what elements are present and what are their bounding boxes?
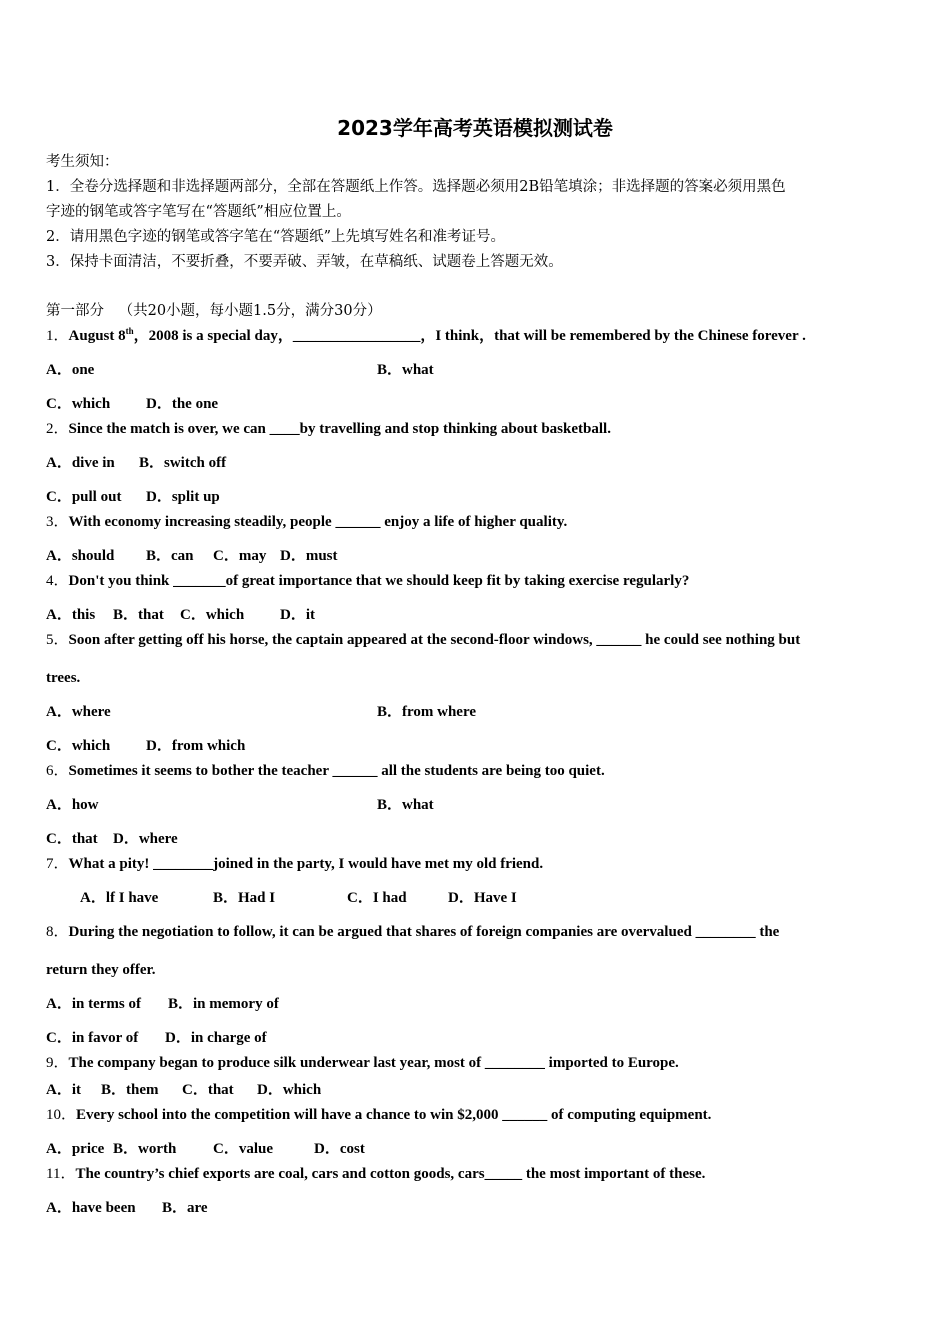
q2-option-c[interactable]: C．pull out bbox=[46, 489, 122, 505]
q10-option-b[interactable]: B．worth bbox=[113, 1141, 177, 1157]
q7-option-b[interactable]: B．Had I bbox=[213, 890, 276, 906]
question-text: Don't you think _______of great importance that we should keep fit by taking exercise regularly? bbox=[68, 573, 690, 589]
q8-option-d[interactable]: D．in charge of bbox=[165, 1030, 267, 1046]
question-text-cont: ，2008 is a special day，_________________，I think，that will be remembered by the Chinese forever . bbox=[133, 328, 806, 344]
question-text: Every school into the competition will have a chance to win $2,000 ______ of computing equipment. bbox=[76, 1107, 712, 1123]
q6-option-b[interactable]: B．what bbox=[377, 797, 434, 813]
question-9-stem bbox=[46, 1053, 679, 1073]
section-label: 第一部分 bbox=[46, 303, 104, 319]
question-text: What a pity! ________joined in the party, I would have met my old friend. bbox=[68, 856, 544, 872]
notice-item-2: 2．请用黑色字迹的钢笔或答字笔在“答题纸”上先填写姓名和准考证号。 bbox=[46, 229, 506, 245]
ordinal-suffix: th bbox=[125, 326, 134, 336]
q4-option-c[interactable]: C．which bbox=[180, 607, 245, 623]
q10-option-d[interactable]: D．cost bbox=[314, 1141, 365, 1157]
q8-option-a[interactable]: A．in terms of bbox=[46, 996, 141, 1012]
question-text: During the negotiation to follow, it can be argued that shares of foreign companies are overvalued ________ the bbox=[68, 924, 780, 940]
q11-option-a[interactable]: A．have been bbox=[46, 1200, 136, 1216]
question-4-stem bbox=[46, 571, 689, 591]
question-text: Sometimes it seems to bother the teacher ______ all the students are being too quiet. bbox=[68, 763, 605, 779]
q5-option-d[interactable]: D．from which bbox=[146, 738, 246, 754]
question-5-stem bbox=[46, 630, 800, 650]
question-8-stem-cont: return they offer. bbox=[46, 962, 156, 978]
question-number: 1． bbox=[46, 328, 69, 344]
q11-option-b[interactable]: B．are bbox=[162, 1200, 208, 1216]
q2-option-b[interactable]: B．switch off bbox=[139, 455, 227, 471]
question-2-stem bbox=[46, 419, 611, 439]
q3-option-c[interactable]: C．may bbox=[213, 548, 267, 564]
q5-option-c[interactable]: C．which bbox=[46, 738, 111, 754]
q7-option-d[interactable]: D．Have I bbox=[448, 890, 517, 906]
q6-option-d[interactable]: D．where bbox=[113, 831, 178, 847]
question-1-stem bbox=[46, 326, 806, 346]
q4-option-a[interactable]: A．this bbox=[46, 607, 96, 623]
page-title: 2023学年高考英语模拟测试卷 bbox=[337, 116, 613, 140]
q6-option-c[interactable]: C．that bbox=[46, 831, 98, 847]
q2-option-d[interactable]: D．split up bbox=[146, 489, 220, 505]
section-info: （共20小题，每小题1.5分，满分30分） bbox=[118, 303, 382, 319]
question-text: August 8 bbox=[68, 328, 126, 344]
question-8-stem bbox=[46, 922, 779, 942]
q6-option-a[interactable]: A．how bbox=[46, 797, 99, 813]
notice-item-1a: 1．全卷分选择题和非选择题两部分，全部在答题纸上作答。选择题必须用2B铅笔填涂；非选择题的答案必须用黑色 bbox=[46, 179, 786, 195]
q8-option-b[interactable]: B．in memory of bbox=[168, 996, 279, 1012]
question-7-stem bbox=[46, 854, 543, 874]
question-number: 6． bbox=[46, 763, 69, 779]
question-number: 10． bbox=[46, 1107, 77, 1123]
q9-option-a[interactable]: A．it bbox=[46, 1082, 81, 1098]
question-number: 4． bbox=[46, 573, 69, 589]
question-3-stem bbox=[46, 512, 567, 532]
q1-option-c[interactable]: C．which bbox=[46, 396, 111, 412]
q9-option-c[interactable]: C．that bbox=[182, 1082, 234, 1098]
question-number: 8． bbox=[46, 924, 69, 940]
q4-option-b[interactable]: B．that bbox=[113, 607, 164, 623]
q1-option-d[interactable]: D．the one bbox=[146, 396, 219, 412]
q10-option-c[interactable]: C．value bbox=[213, 1141, 274, 1157]
q4-option-d[interactable]: D．it bbox=[280, 607, 315, 623]
q9-option-b[interactable]: B．them bbox=[101, 1082, 159, 1098]
q3-option-b[interactable]: B．can bbox=[146, 548, 194, 564]
q5-option-a[interactable]: A．where bbox=[46, 704, 111, 720]
question-6-stem bbox=[46, 761, 605, 781]
question-text: With economy increasing steadily, people ______ enjoy a life of higher quality. bbox=[68, 514, 568, 530]
question-text: The country’s chief exports are coal, cars and cotton goods, cars_____ the most important of these. bbox=[75, 1166, 706, 1182]
q2-option-a[interactable]: A．dive in bbox=[46, 455, 115, 471]
question-number: 2． bbox=[46, 421, 69, 437]
q1-option-a[interactable]: A．one bbox=[46, 362, 95, 378]
question-number: 9． bbox=[46, 1055, 69, 1071]
section-header bbox=[46, 301, 382, 321]
question-11-stem bbox=[46, 1164, 705, 1184]
notice-heading: 考生须知： bbox=[46, 154, 119, 170]
question-number: 11． bbox=[46, 1166, 76, 1182]
question-10-stem bbox=[46, 1105, 711, 1125]
question-5-stem-cont: trees. bbox=[46, 670, 81, 686]
q1-option-b[interactable]: B．what bbox=[377, 362, 434, 378]
question-number: 3． bbox=[46, 514, 69, 530]
q5-option-b[interactable]: B．from where bbox=[377, 704, 477, 720]
question-number: 5． bbox=[46, 632, 69, 648]
question-text: Soon after getting off his horse, the captain appeared at the second-floor windows, ______ he could see nothing but bbox=[68, 632, 801, 648]
q8-option-c[interactable]: C．in favor of bbox=[46, 1030, 139, 1046]
question-number: 7． bbox=[46, 856, 69, 872]
q3-option-a[interactable]: A．should bbox=[46, 548, 115, 564]
q9-option-d[interactable]: D．which bbox=[257, 1082, 322, 1098]
notice-item-3: 3．保持卡面清洁，不要折叠，不要弄破、弄皱，在草稿纸、试题卷上答题无效。 bbox=[46, 254, 563, 270]
q3-option-d[interactable]: D．must bbox=[280, 548, 338, 564]
q10-option-a[interactable]: A．price bbox=[46, 1141, 105, 1157]
q7-option-c[interactable]: C．I had bbox=[347, 890, 407, 906]
question-text: The company began to produce silk underwear last year, most of ________ imported to Europe. bbox=[68, 1055, 679, 1071]
q7-option-a[interactable]: A．lf I have bbox=[80, 890, 159, 906]
notice-item-1b: 字迹的钢笔或答字笔写在“答题纸”相应位置上。 bbox=[46, 204, 351, 220]
question-text: Since the match is over, we can ____by travelling and stop thinking about basketball. bbox=[68, 421, 611, 437]
